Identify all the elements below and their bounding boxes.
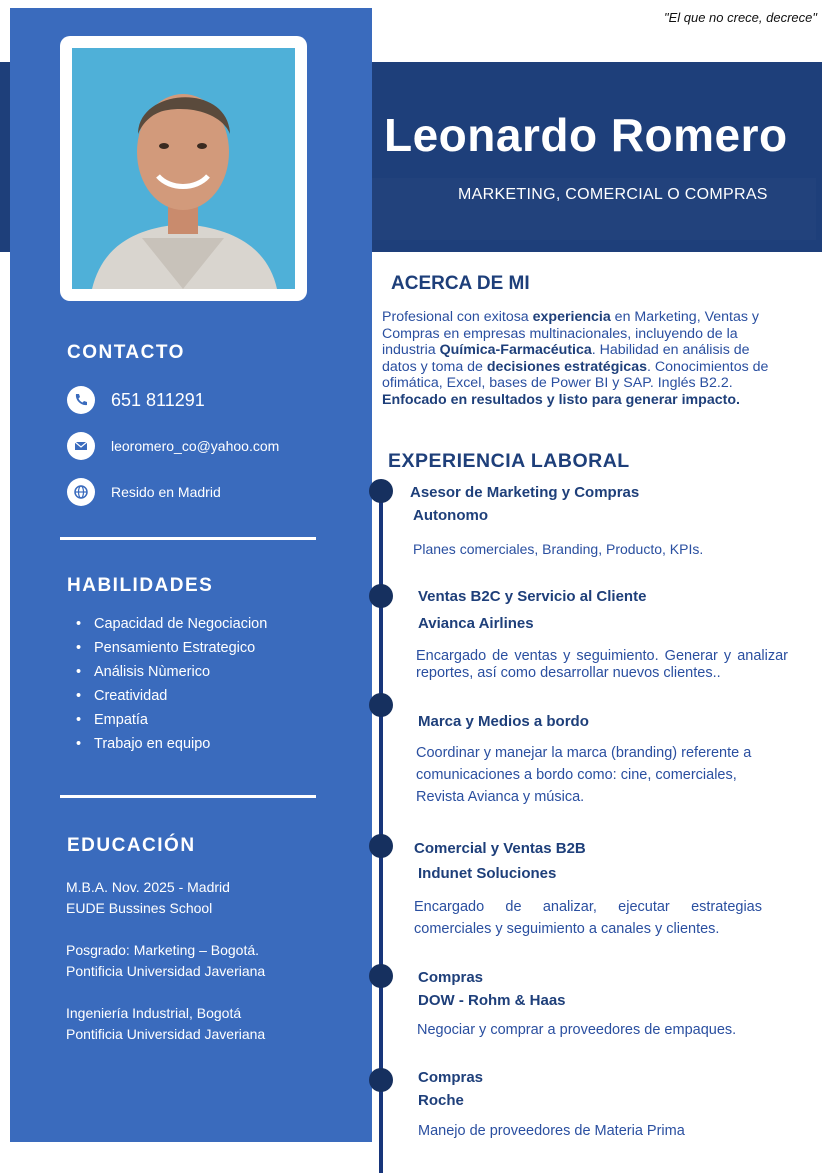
job-description: Manejo de proveedores de Materia Prima [418, 1123, 685, 1139]
job-company: Roche [418, 1092, 464, 1109]
skills-title: HABILIDADES [67, 575, 214, 596]
education-entry [66, 877, 230, 919]
about-text-part: en Marketing, Ventas y Compras en empresas multinacionales, incluyendo de la industria [382, 309, 759, 358]
about-text-part: . Habilidad en análisis de datos y toma de [382, 342, 750, 375]
job-title: Marca y Medios a bordo [418, 713, 589, 730]
sidebar-divider [60, 795, 316, 798]
contact-phone-row [67, 386, 205, 414]
timeline-dot [369, 834, 393, 858]
about-text-part: . Conocimientos de ofimática, Excel, bases de Power BI y SAP. Inglés B2.2. [382, 358, 769, 391]
about-highlight: decisiones estratégicas [486, 358, 647, 375]
header-quote: "El que no crece, decrece" [663, 10, 817, 25]
profile-photo-frame [60, 36, 307, 301]
job-description: Encargado de analizar, ejecutar estrategias comerciales y seguimiento a canales y clientes. [414, 899, 762, 937]
skills-list [76, 612, 267, 756]
education-title: EDUCACIÓN [67, 835, 196, 856]
candidate-name: Leonardo Romero [384, 109, 788, 161]
timeline-dot [369, 964, 393, 988]
job-company: Indunet Soluciones [418, 865, 557, 882]
about-text-part: Profesional con exitosa [382, 309, 533, 325]
timeline-dot [369, 584, 393, 608]
contact-location: Resido en Madrid [111, 484, 221, 500]
sidebar-divider [60, 537, 316, 540]
contact-email-row [67, 432, 279, 460]
profile-photo [72, 48, 295, 289]
contact-location-row [67, 478, 221, 506]
education-school: Pontificia Universidad Javeriana [66, 963, 266, 979]
contact-title: CONTACTO [67, 342, 185, 363]
globe-icon [67, 478, 95, 506]
education-school: Pontificia Universidad Javeriana [66, 1026, 266, 1042]
timeline-dot [369, 693, 393, 717]
timeline-dot [369, 1068, 393, 1092]
job-description: Coordinar y manejar la marca (branding) referente a comunicaciones a bordo como: cine, comerciales, Revista Avianca y música. [416, 745, 752, 805]
job-company: Avianca Airlines [418, 615, 534, 632]
skill-item: • Empatía [76, 708, 267, 732]
education-entry [66, 1003, 265, 1045]
mail-icon [67, 432, 95, 460]
job-title: Ventas B2C y Servicio al Cliente [418, 588, 647, 605]
about-highlight: experiencia [532, 309, 611, 325]
education-school: EUDE Bussines School [66, 900, 213, 916]
job-title: Compras [418, 969, 484, 986]
phone-icon [67, 386, 95, 414]
timeline-dot [369, 479, 393, 503]
experience-title: EXPERIENCIA LABORAL [388, 450, 630, 472]
job-company: Autonomo [413, 507, 488, 524]
skill-item: • Análisis Nùmerico [76, 660, 267, 684]
skill-item: • Creatividad [76, 684, 267, 708]
skill-item: • Capacidad de Negociacion [76, 612, 267, 636]
job-company: DOW - Rohm & Haas [418, 992, 566, 1009]
profile-photo-illustration [72, 48, 295, 289]
education-degree: Ingeniería Industrial, Bogotá [66, 1005, 242, 1021]
about-tagline: Enfocado en resultados y listo para generar impacto. [382, 391, 740, 408]
job-title: Asesor de Marketing y Compras [410, 484, 640, 501]
education-degree: Posgrado: Marketing – Bogotá. [66, 942, 260, 958]
education-entry [66, 940, 265, 982]
about-text [382, 309, 784, 408]
about-title: ACERCA DE MI [391, 273, 530, 294]
skill-item: • Pensamiento Estrategico [76, 636, 267, 660]
job-title: Compras [418, 1069, 484, 1086]
job-title: Comercial y Ventas B2B [414, 840, 586, 857]
job-description: Negociar y comprar a proveedores de empaques. [417, 1022, 737, 1038]
about-highlight: Química-Farmacéutica [439, 342, 592, 358]
job-description: Planes comerciales, Branding, Producto, KPIs. [413, 541, 704, 557]
skill-item: • Trabajo en equipo [76, 732, 267, 756]
contact-phone[interactable]: 651 811291 [111, 389, 205, 410]
candidate-role: MARKETING, COMERCIAL O COMPRAS [458, 186, 768, 203]
job-description: Encargado de ventas y seguimiento. Generar y analizar reportes, así como desarrollar nuevos clientes.. [416, 648, 788, 681]
education-degree: M.B.A. Nov. 2025 - Madrid [66, 879, 230, 895]
contact-email[interactable]: leoromero_co@yahoo.com [111, 438, 280, 454]
